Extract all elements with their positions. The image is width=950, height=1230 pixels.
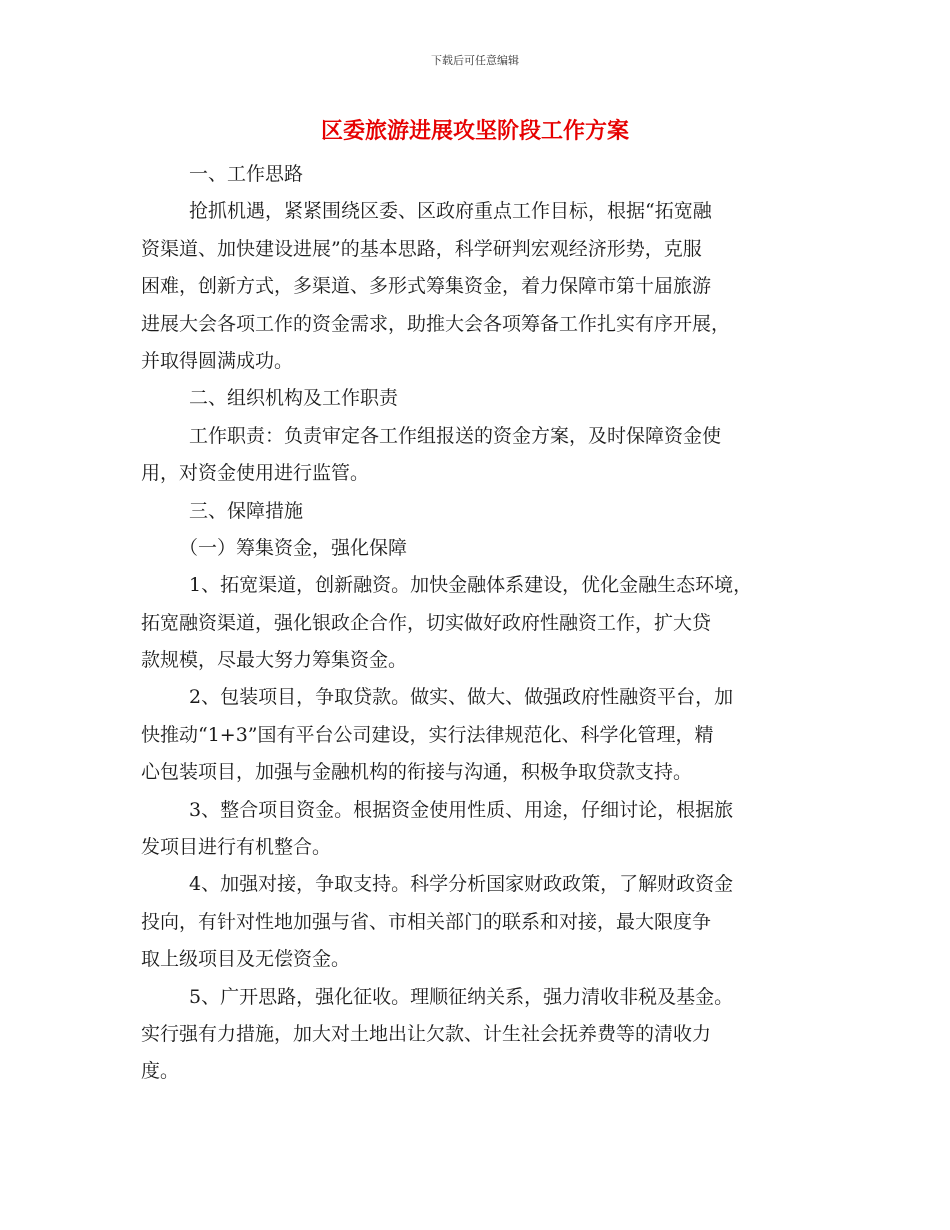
paragraph-line: 3、整合项目资金。根据资金使用性质、用途，仔细讨论，根据旅 bbox=[189, 798, 734, 821]
subsection-heading: （一）筹集资金，强化保障 bbox=[179, 536, 408, 559]
section-heading: 二、组织机构及工作职责 bbox=[189, 387, 399, 410]
paragraph-line: 2、包装项目，争取贷款。做实、做大、做强政府性融资平台，加 bbox=[189, 686, 734, 709]
paragraph-line: 用，对资金使用进行监管。 bbox=[141, 462, 370, 485]
paragraph-line: 抢抓机遇，紧紧围绕区委、区政府重点工作目标，根据“拓宽融 bbox=[189, 200, 712, 223]
paragraph-line: 度。 bbox=[141, 1060, 180, 1083]
paragraph-line: 快推动“1+3”国有平台公司建设，实行法律规范化、科学化管理，精 bbox=[141, 723, 714, 746]
paragraph-line: 4、加强对接，争取支持。科学分析国家财政政策，了解财政资金 bbox=[189, 873, 734, 896]
paragraph-line: 款规模，尽最大努力筹集资金。 bbox=[141, 649, 408, 672]
paragraph-line: 工作职责：负责审定各工作组报送的资金方案，及时保障资金使 bbox=[189, 424, 722, 447]
paragraph-line: 并取得圆满成功。 bbox=[141, 349, 294, 372]
paragraph-line: 心包装项目，加强与金融机构的衔接与沟通，积极争取贷款支持。 bbox=[141, 761, 693, 784]
paragraph-line: 实行强有力措施，加大对土地出让欠款、计生社会抚养费等的清收力 bbox=[141, 1022, 712, 1045]
section-heading: 一、工作思路 bbox=[189, 163, 304, 185]
paragraph-line: 困难，创新方式，多渠道、多形式筹集资金，着力保障市第十届旅游 bbox=[141, 275, 712, 298]
paragraph-line: 投向，有针对性地加强与省、市相关部门的联系和对接，最大限度争 bbox=[141, 910, 712, 933]
paragraph-line: 5、广开思路，强化征收。理顺征纳关系，强力清收非税及基金。 bbox=[189, 985, 734, 1008]
page-header: 下载后可任意编辑 bbox=[431, 54, 519, 67]
document-body bbox=[141, 156, 813, 1091]
paragraph-line: 进展大会各项工作的资金需求，助推大会各项筹备工作扎实有序开展， bbox=[141, 312, 731, 335]
paragraph-line: 取上级项目及无偿资金。 bbox=[141, 948, 351, 971]
paragraph-line: 1、拓宽渠道，创新融资。加快金融体系建设，优化金融生态环境， bbox=[189, 574, 753, 597]
section-heading: 三、保障措施 bbox=[189, 499, 304, 522]
paragraph-line: 拓宽融资渠道，强化银政企合作，切实做好政府性融资工作，扩大贷 bbox=[141, 611, 712, 634]
document-title: 区委旅游进展攻坚阶段工作方案 bbox=[320, 118, 629, 144]
paragraph-line: 发项目进行有机整合。 bbox=[141, 836, 332, 859]
paragraph-line: 资渠道、加快建设进展”的基本思路，科学研判宏观经济形势，克服 bbox=[141, 237, 702, 260]
